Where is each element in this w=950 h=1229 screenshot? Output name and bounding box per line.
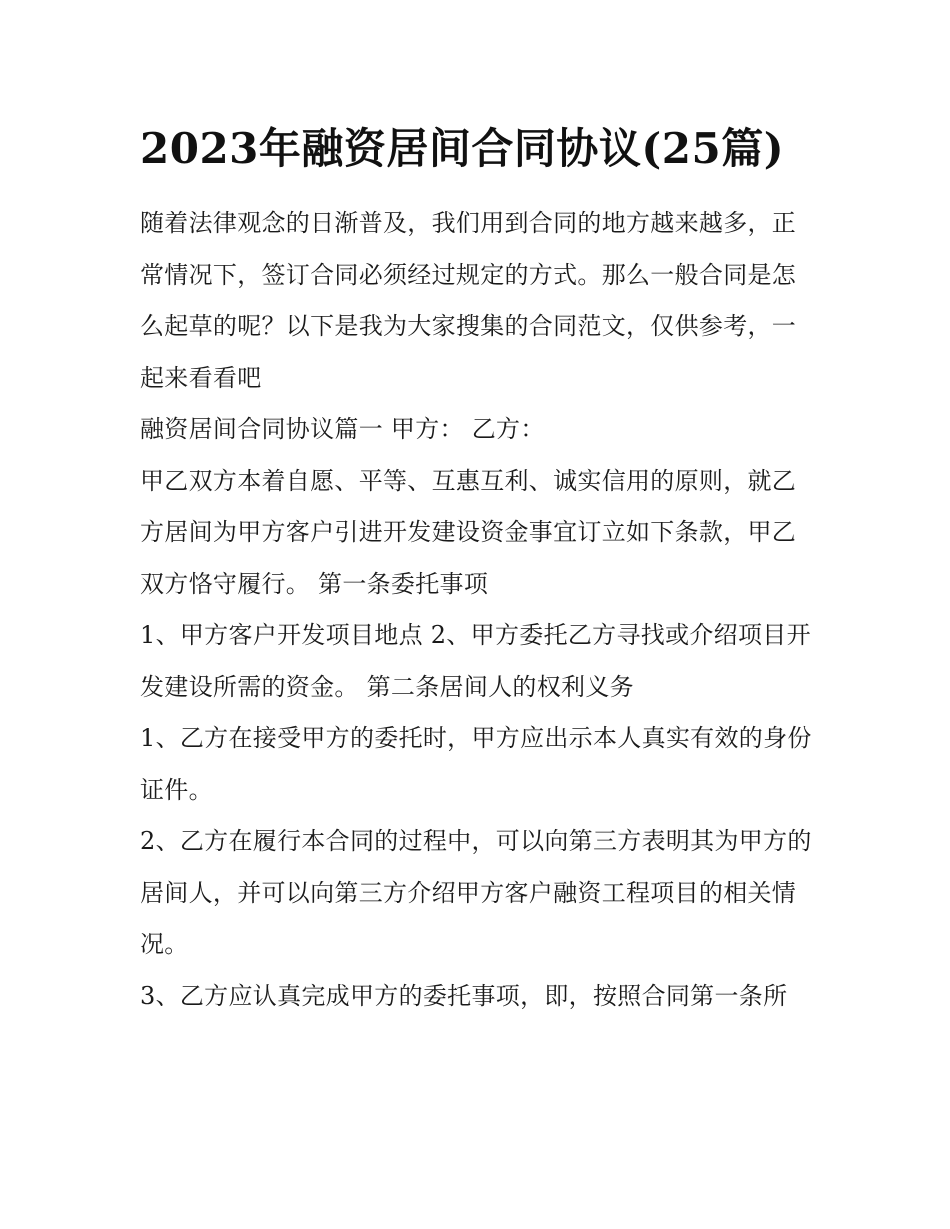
paragraph-clause-2-2: 2、乙方在履行本合同的过程中，可以向第三方表明其为甲方的居间人，并可以向第三方介绍甲方客户融资工程项目的相关情况。 bbox=[140, 827, 812, 958]
document-title: 2023年融资居间合同协议(25篇) bbox=[140, 124, 785, 173]
paragraph-intro: 随着法律观念的日渐普及，我们用到合同的地方越来越多，正常情况下，签订合同必须经过规定的方式。那么一般合同是怎么起草的呢？以下是我为大家搜集的合同范文，仅供参考，一起来看看吧 bbox=[140, 209, 797, 392]
paragraph-clause-1: 1、甲方客户开发项目地点 2、甲方委托乙方寻找或介绍项目开发建设所需的资金。 第二条居间人的权利义务 bbox=[140, 621, 811, 701]
paragraph-clause-2-3: 3、乙方应认真完成甲方的委托事项，即，按照合同第一条所 bbox=[140, 981, 788, 1010]
paragraph-principles: 甲乙双方本着自愿、平等、互惠互利、诚实信用的原则，就乙方居间为甲方客户引进开发建设资金事宜订立如下条款，甲乙双方恪守履行。 第一条委托事项 bbox=[140, 466, 797, 598]
document-content bbox=[140, 116, 820, 1022]
paragraph-clause-2-1: 1、乙方在接受甲方的委托时，甲方应出示本人真实有效的身份证件。 bbox=[140, 724, 812, 804]
paragraph-parties: 融资居间合同协议篇一 甲方： 乙方： bbox=[140, 415, 545, 443]
